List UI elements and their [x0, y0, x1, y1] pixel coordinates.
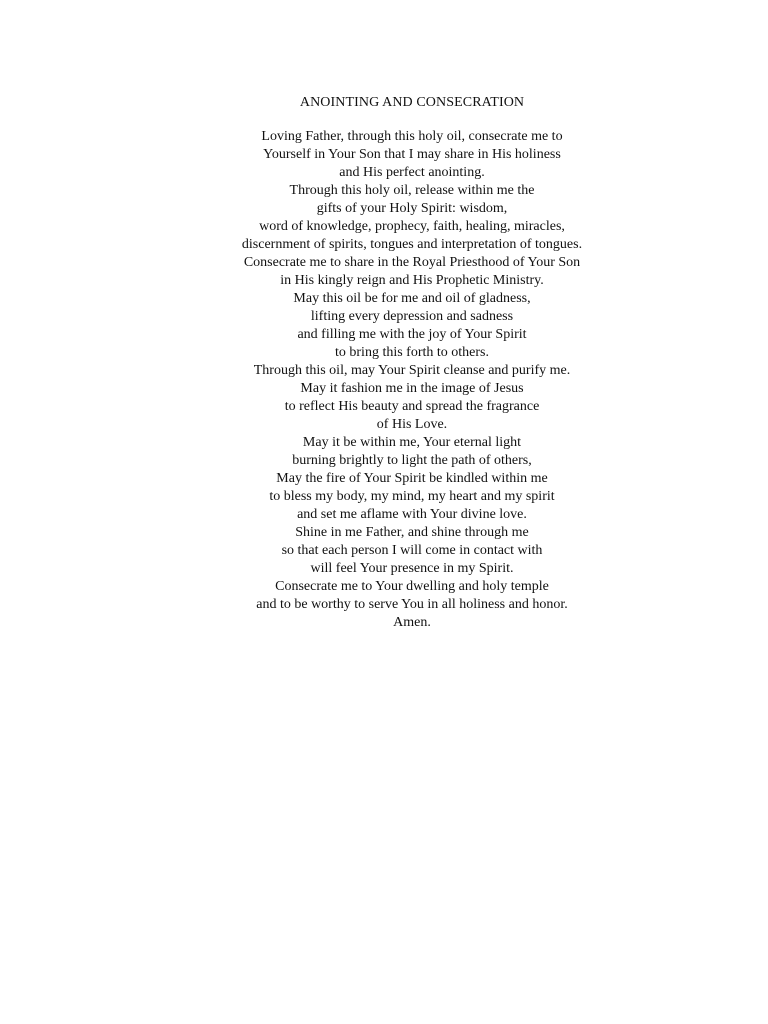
prayer-line: lifting every depression and sadness — [310, 309, 514, 324]
prayer-line: to bring this forth to others. — [335, 345, 489, 360]
prayer-line: in His kingly reign and His Prophetic Ministry. — [280, 273, 544, 288]
prayer-line: of His Love. — [376, 417, 448, 432]
prayer-line: burning brightly to light the path of others, — [292, 453, 532, 468]
document-title: ANOINTING AND CONSECRATION — [299, 95, 525, 110]
prayer-line: Shine in me Father, and shine through me — [295, 525, 529, 540]
prayer-closing: Amen. — [393, 615, 431, 630]
prayer-line: Through this holy oil, release within me the — [289, 183, 535, 198]
prayer-line: and filling me with the joy of Your Spirit — [297, 327, 527, 342]
prayer-line: discernment of spirits, tongues and interpretation of tongues. — [241, 237, 583, 252]
prayer-line: Loving Father, through this holy oil, consecrate me to — [261, 129, 563, 144]
prayer-line: May it be within me, Your eternal light — [302, 435, 522, 450]
prayer-line: May it fashion me in the image of Jesus — [300, 381, 524, 396]
prayer-line: Yourself in Your Son that I may share in His holiness — [263, 147, 561, 162]
prayer-line: to bless my body, my mind, my heart and my spirit — [269, 489, 555, 504]
prayer-line: Through this oil, may Your Spirit cleanse and purify me. — [253, 363, 571, 378]
prayer-line: May this oil be for me and oil of gladness, — [293, 291, 531, 306]
prayer-line: Consecrate me to Your dwelling and holy temple — [275, 579, 549, 594]
prayer-line: and to be worthy to serve You in all holiness and honor. — [256, 597, 568, 612]
prayer-line: to reflect His beauty and spread the fragrance — [284, 399, 540, 414]
prayer-line: word of knowledge, prophecy, faith, healing, miracles, — [259, 219, 565, 234]
prayer-line: so that each person I will come in contact with — [281, 543, 543, 558]
prayer-line: will feel Your presence in my Spirit. — [310, 561, 514, 576]
prayer-text — [0, 128, 768, 632]
prayer-line: and His perfect anointing. — [339, 165, 485, 180]
prayer-line: gifts of your Holy Spirit: wisdom, — [316, 201, 508, 216]
prayer-line: Consecrate me to share in the Royal Priesthood of Your Son — [243, 255, 581, 270]
prayer-line: and set me aflame with Your divine love. — [297, 507, 527, 522]
prayer-line: May the fire of Your Spirit be kindled within me — [276, 471, 548, 486]
